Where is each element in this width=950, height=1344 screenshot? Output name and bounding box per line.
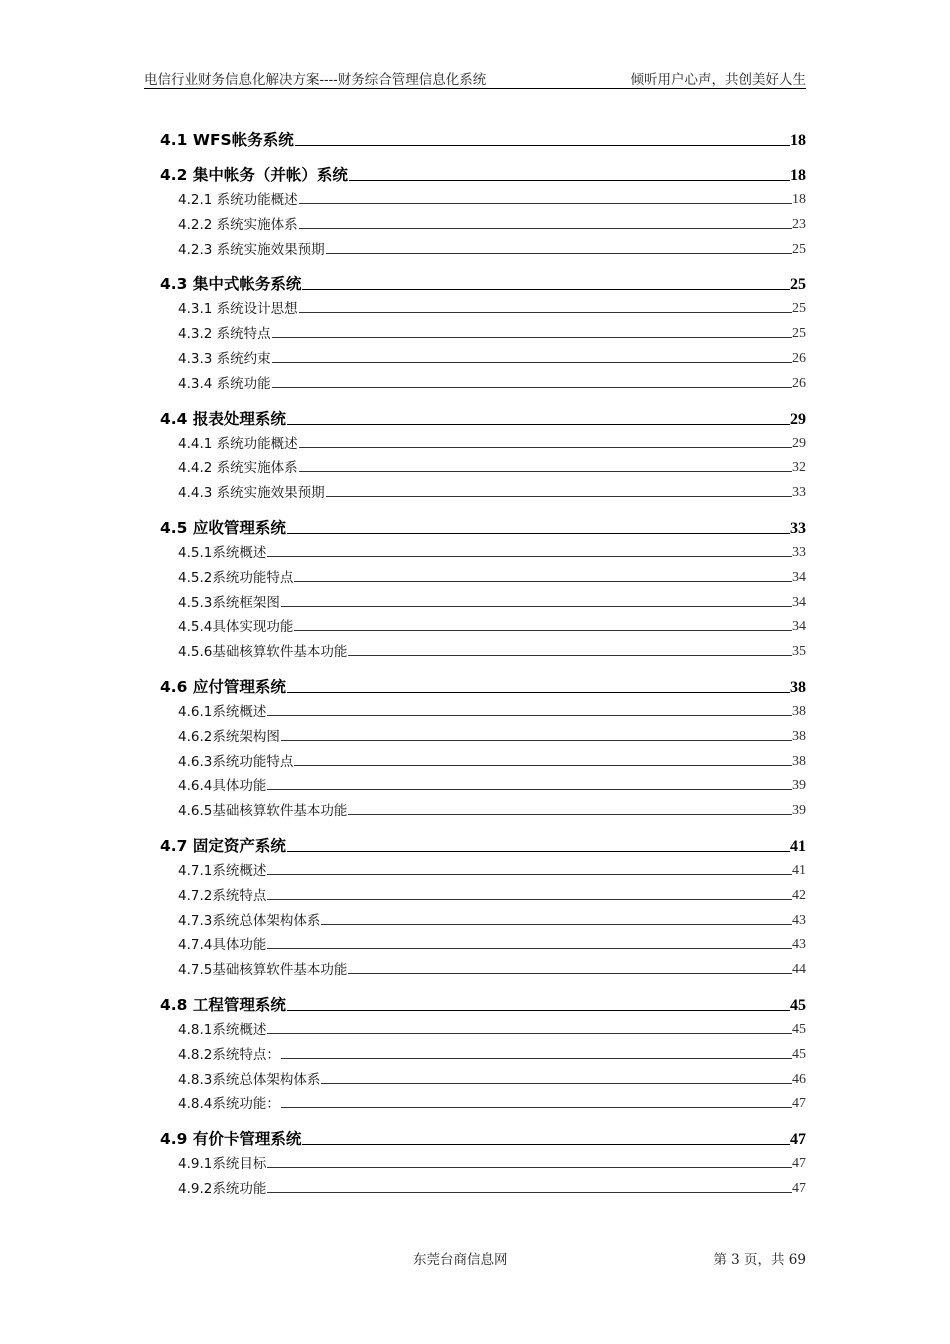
- toc-subsection-entry[interactable]: [178, 700, 806, 720]
- toc-leader-line: [294, 630, 792, 631]
- toc-entry-label: 4.7.5基础核算软件基本功能: [178, 962, 348, 979]
- toc-leader-line: [281, 1058, 792, 1059]
- toc-leader-line: [267, 1033, 792, 1034]
- toc-entry-label: 4.8 工程管理系统: [160, 996, 286, 1014]
- toc-entry-page-number: 25: [792, 301, 806, 317]
- toc-leader-line: [326, 496, 792, 497]
- toc-entry-page-number: 43: [792, 912, 806, 928]
- toc-entry-page-number: 33: [790, 520, 806, 537]
- toc-subsection-entry[interactable]: [178, 456, 806, 476]
- toc-subsection-entry[interactable]: [178, 238, 806, 258]
- toc-leader-line: [302, 1144, 790, 1145]
- toc-subsection-entry[interactable]: [178, 933, 806, 953]
- toc-section-entry[interactable]: [160, 675, 806, 697]
- toc-leader-line: [299, 312, 792, 313]
- toc-entry-page-number: 47: [790, 1131, 806, 1149]
- toc-entry-page-number: 33: [792, 545, 806, 560]
- toc-entry-label: 4.4 报表处理系统: [160, 409, 286, 428]
- toc-section-entry[interactable]: [160, 128, 806, 150]
- toc-entry-label: 4.3.3 系统约束: [178, 351, 271, 367]
- toc-subsection-entry[interactable]: [178, 799, 806, 819]
- toc-entry-label: 4.9 有价卡管理系统: [160, 1130, 302, 1149]
- toc-leader-line: [287, 424, 790, 425]
- toc-subsection-entry[interactable]: [178, 725, 806, 745]
- toc-leader-line: [287, 533, 790, 534]
- toc-entry-label: 4.3.1 系统设计思想: [178, 301, 298, 318]
- toc-leader-line: [302, 289, 790, 290]
- toc-entry-label: 4.5.4具体实现功能: [178, 619, 294, 636]
- toc-leader-line: [299, 471, 792, 472]
- toc-leader-line: [267, 556, 792, 557]
- toc-subsection-entry[interactable]: [178, 591, 806, 611]
- toc-section-entry[interactable]: [160, 407, 806, 429]
- toc-leader-line: [267, 789, 792, 790]
- toc-entry-page-number: 47: [792, 1181, 806, 1196]
- toc-entry-page-number: 41: [790, 838, 806, 855]
- toc-entry-label: 4.7.2系统特点: [178, 887, 267, 904]
- toc-entry-page-number: 35: [792, 644, 806, 660]
- toc-leader-line: [348, 814, 792, 815]
- toc-leader-line: [349, 180, 790, 181]
- toc-entry-label: 4.6.4具体功能: [178, 778, 267, 795]
- toc-entry-label: 4.4.2 系统实施体系: [178, 460, 298, 477]
- toc-subsection-entry[interactable]: [178, 372, 806, 392]
- toc-entry-page-number: 25: [792, 241, 806, 257]
- toc-subsection-entry[interactable]: [178, 213, 806, 233]
- toc-entry-page-number: 38: [792, 753, 806, 769]
- toc-entry-label: 4.8.3系统总体架构体系: [178, 1071, 321, 1088]
- toc-entry-label: 4.6 应付管理系统: [160, 678, 286, 696]
- toc-subsection-entry[interactable]: [178, 541, 806, 561]
- toc-leader-line: [348, 655, 792, 656]
- toc-section-entry[interactable]: [160, 163, 806, 185]
- toc-entry-label: 4.2.2 系统实施体系: [178, 216, 298, 233]
- toc-section-entry[interactable]: [160, 1127, 806, 1149]
- toc-entry-label: 4.6.5基础核算软件基本功能: [178, 803, 348, 820]
- toc-subsection-entry[interactable]: [178, 640, 806, 660]
- toc-subsection-entry[interactable]: [178, 615, 806, 635]
- toc-leader-line: [348, 973, 792, 974]
- toc-subsection-entry[interactable]: [178, 1068, 806, 1088]
- toc-subsection-entry[interactable]: [178, 432, 806, 452]
- toc-entry-label: 4.8.2系统特点：: [178, 1046, 280, 1063]
- toc-entry-page-number: 29: [790, 410, 806, 428]
- toc-leader-line: [294, 581, 792, 582]
- toc-leader-line: [321, 924, 792, 925]
- toc-subsection-entry[interactable]: [178, 566, 806, 586]
- toc-subsection-entry[interactable]: [178, 958, 806, 978]
- header-document-title: 电信行业财务信息化解决方案----财务综合管理信息化系统: [144, 72, 487, 88]
- toc-entry-page-number: 45: [792, 1022, 806, 1037]
- toc-entry-label: 4.7.3系统总体架构体系: [178, 912, 321, 929]
- toc-entry-page-number: 44: [792, 962, 806, 978]
- toc-entry-page-number: 38: [792, 704, 806, 719]
- toc-entry-page-number: 38: [792, 728, 806, 744]
- toc-leader-line: [299, 447, 792, 448]
- toc-entry-page-number: 25: [792, 326, 806, 342]
- toc-leader-line: [267, 715, 792, 716]
- toc-entry-label: 4.2.3 系统实施效果预期: [178, 241, 325, 258]
- toc-entry-label: 4.5.2系统功能特点: [178, 569, 294, 586]
- toc-entry-page-number: 47: [792, 1096, 806, 1112]
- toc-subsection-entry[interactable]: [178, 347, 806, 367]
- toc-entry-page-number: 34: [792, 619, 806, 635]
- toc-entry-label: 4.2.1 系统功能概述: [178, 192, 298, 208]
- toc-leader-line: [281, 606, 792, 607]
- toc-entry-page-number: 39: [792, 803, 806, 819]
- toc-leader-line: [267, 1167, 792, 1168]
- toc-leader-line: [272, 362, 792, 363]
- toc-leader-line: [299, 228, 792, 229]
- toc-section-entry[interactable]: [160, 834, 806, 856]
- header-slogan: 倾听用户心声，共创美好人生: [630, 72, 806, 88]
- toc-entry-label: 4.9.1系统目标: [178, 1156, 267, 1173]
- toc-leader-line: [299, 203, 792, 204]
- toc-entry-page-number: 42: [792, 887, 806, 903]
- toc-leader-line: [281, 740, 792, 741]
- toc-entry-page-number: 25: [790, 276, 806, 294]
- toc-entry-page-number: 26: [792, 351, 806, 366]
- toc-leader-line: [287, 851, 790, 852]
- toc-subsection-entry[interactable]: [178, 481, 806, 501]
- toc-subsection-entry[interactable]: [178, 909, 806, 929]
- toc-subsection-entry[interactable]: [178, 1152, 806, 1172]
- toc-leader-line: [272, 387, 792, 388]
- toc-entry-label: 4.5.3系统框架图: [178, 594, 280, 611]
- page-footer: [144, 1248, 806, 1268]
- toc-entry-label: 4.6.3系统功能特点: [178, 753, 294, 770]
- toc-subsection-entry[interactable]: [178, 297, 806, 317]
- toc-entry-page-number: 18: [790, 167, 806, 184]
- toc-subsection-entry[interactable]: [178, 1092, 806, 1112]
- toc-subsection-entry[interactable]: [178, 859, 806, 879]
- toc-entry-page-number: 18: [792, 192, 806, 207]
- toc-entry-page-number: 43: [792, 937, 806, 953]
- toc-leader-line: [294, 765, 792, 766]
- toc-entry-label: 4.7.1系统概述: [178, 863, 267, 879]
- toc-entry-page-number: 47: [792, 1156, 806, 1172]
- toc-entry-page-number: 29: [792, 435, 806, 451]
- toc-entry-label: 4.9.2系统功能: [178, 1181, 267, 1197]
- toc-subsection-entry[interactable]: [178, 750, 806, 770]
- toc-leader-line: [321, 1083, 792, 1084]
- toc-entry-page-number: 38: [790, 679, 806, 696]
- toc-leader-line: [272, 337, 792, 338]
- toc-entry-page-number: 41: [792, 863, 806, 878]
- toc-entry-label: 4.8.4系统功能：: [178, 1096, 280, 1113]
- toc-entry-page-number: 33: [792, 485, 806, 501]
- toc-entry-page-number: 39: [792, 778, 806, 794]
- toc-entry-label: 4.2 集中帐务（并帐）系统: [160, 166, 348, 184]
- toc-entry-page-number: 46: [792, 1071, 806, 1087]
- footer-page-number: 第 3 页，共 69: [713, 1252, 806, 1268]
- toc-entry-label: 4.5.6基础核算软件基本功能: [178, 644, 348, 661]
- toc-leader-line: [267, 874, 792, 875]
- toc-entry-label: 4.1 WFS帐务系统: [160, 131, 294, 149]
- footer-source: 东莞台商信息网: [413, 1252, 508, 1268]
- toc-entry-label: 4.7.4具体功能: [178, 937, 267, 954]
- toc-entry-label: 4.3 集中式帐务系统: [160, 275, 302, 294]
- toc-subsection-entry[interactable]: [178, 774, 806, 794]
- toc-leader-line: [295, 145, 790, 146]
- toc-entry-label: 4.3.2 系统特点: [178, 326, 271, 343]
- toc-entry-label: 4.7 固定资产系统: [160, 837, 286, 855]
- toc-entry-page-number: 45: [792, 1046, 806, 1062]
- toc-leader-line: [326, 253, 792, 254]
- toc-entry-label: 4.4.3 系统实施效果预期: [178, 485, 325, 502]
- toc-section-entry[interactable]: [160, 272, 806, 294]
- toc-entry-label: 4.8.1系统概述: [178, 1022, 267, 1038]
- toc-entry-label: 4.5.1系统概述: [178, 545, 267, 561]
- toc-leader-line: [281, 1107, 792, 1108]
- toc-entry-page-number: 26: [792, 375, 806, 391]
- toc-entry-label: 4.6.2系统架构图: [178, 728, 280, 745]
- toc-entry-page-number: 32: [792, 460, 806, 476]
- toc-entry-label: 4.6.1系统概述: [178, 704, 267, 720]
- toc-section-entry[interactable]: [160, 993, 806, 1015]
- toc-entry-label: 4.5 应收管理系统: [160, 519, 286, 537]
- toc-entry-label: 4.4.1 系统功能概述: [178, 435, 298, 452]
- toc-entry-label: 4.3.4 系统功能: [178, 375, 271, 392]
- toc-subsection-entry[interactable]: [178, 1177, 806, 1197]
- toc-subsection-entry[interactable]: [178, 884, 806, 904]
- toc-subsection-entry[interactable]: [178, 188, 806, 208]
- toc-entry-page-number: 23: [792, 216, 806, 232]
- toc-entry-page-number: 18: [790, 132, 806, 149]
- page-header: [144, 66, 806, 89]
- toc-subsection-entry[interactable]: [178, 322, 806, 342]
- toc-entry-page-number: 34: [792, 569, 806, 585]
- toc-leader-line: [287, 1010, 790, 1011]
- toc-section-entry[interactable]: [160, 516, 806, 538]
- toc-subsection-entry[interactable]: [178, 1043, 806, 1063]
- toc-leader-line: [267, 948, 792, 949]
- toc-leader-line: [267, 899, 792, 900]
- toc-entry-page-number: 34: [792, 594, 806, 610]
- toc-subsection-entry[interactable]: [178, 1018, 806, 1038]
- toc-leader-line: [287, 692, 790, 693]
- toc-leader-line: [267, 1192, 792, 1193]
- toc-entry-page-number: 45: [790, 997, 806, 1014]
